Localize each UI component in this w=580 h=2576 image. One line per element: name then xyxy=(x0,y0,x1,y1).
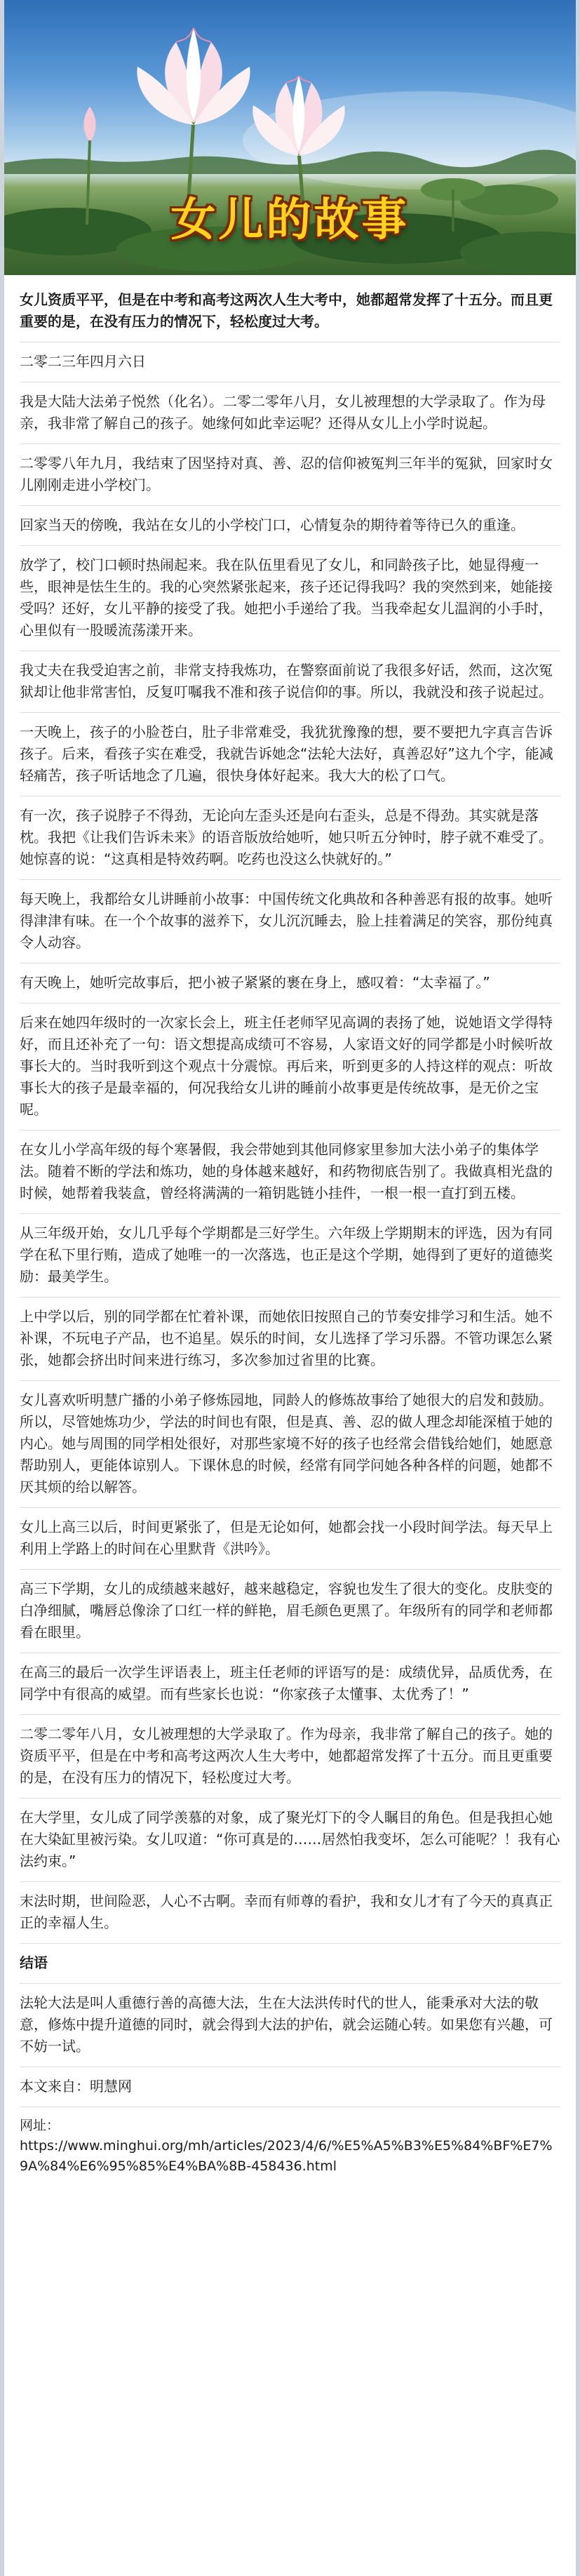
paragraph: 女儿上高三以后，时间更紧张了，但是无论如何，她都会找一小段时间学法。每天早上利用上学路上的时间在心里默背《洪吟》。 xyxy=(20,1508,560,1570)
paragraph: 二零二零年八月，女儿被理想的大学录取了。作为母亲，我非常了解自己的孩子。她的资质平平，但是在中考和高考这两次人生大考中，她都超常发挥了十五分。而且更重要的是，在没有压力的情况下，轻松度过大考。 xyxy=(20,1715,560,1798)
article-date: 二零二三年四月六日 xyxy=(20,342,560,382)
header-banner xyxy=(4,0,576,275)
paragraph: 回家当天的傍晚，我站在女儿的小学校门口，心情复杂的期待着等待已久的重逢。 xyxy=(20,506,560,546)
article-lead: 女儿资质平平，但是在中考和高考这两次人生大考中，她都超常发挥了十五分。而且更重要的是，在没有压力的情况下，轻松度过大考。 xyxy=(20,286,560,342)
paragraph: 后来在她四年级时的一次家长会上，班主任老师罕见高调的表扬了她，说她语文学得特好，而且还补充了一句：语文想提高成绩可不容易，人家语文好的同学都是小时候听故事长大的。当时我听到这个观点十分震惊。再后来，听到更多的人持这样的观点：听故事长大的孩子是最幸福的，何况我给女儿讲的睡前小故事更是传统故事，是无价之宝呢。 xyxy=(20,1003,560,1130)
paragraph: 二零零八年九月，我结束了因坚持对真、善、忍的信仰被冤判三年半的冤狱，回家时女儿刚刚走进小学校门。 xyxy=(20,444,560,506)
source-url-block xyxy=(20,2107,560,2186)
article-body xyxy=(4,275,576,2186)
paragraph: 每天晚上，我都给女儿讲睡前小故事：中国传统文化典故和各种善恶有报的故事。她听得津津有味。在一个个故事的滋养下，女儿沉沉睡去，脸上挂着满足的笑容，那份纯真令人动容。 xyxy=(20,880,560,963)
paragraph: 在大学里，女儿成了同学羡慕的对象，成了聚光灯下的令人瞩目的角色。但是我担心她在大染缸里被污染。女儿叹道：“你可真是的……居然怕我变坏，怎么可能呢？！我有心法约束。” xyxy=(20,1798,560,1882)
source-credit: 本文来自：明慧网 xyxy=(20,2067,560,2107)
paragraph: 从三年级开始，女儿几乎每个学期都是三好学生。六年级上学期期末的评选，因为有同学在私下里行贿，造成了她唯一的一次落选，也正是这个学期，她得到了更好的道德奖励：最美学生。 xyxy=(20,1214,560,1297)
conclusion-paragraph: 法轮大法是叫人重德行善的高德大法，生在大法洪传时代的世人，能秉承对大法的敬意，修炼中提升道德的同时，就会得到大法的护佑，就会运随心转。如果您有兴趣，可不妨一试。 xyxy=(20,1984,560,2067)
paragraph: 我是大陆大法弟子悦然（化名）。二零二零年八月，女儿被理想的大学录取了。作为母亲，我非常了解自己的孩子。她缘何如此幸运呢？还得从女儿上小学时说起。 xyxy=(20,382,560,444)
paragraph: 上中学以后，别的同学都在忙着补课，而她依旧按照自己的节奏安排学习和生活。她不补课，不玩电子产品，也不追星。娱乐的时间，女儿选择了学习乐器。不管功课怎么紧张，她都会挤出时间来进行练习，多次参加过省里的比赛。 xyxy=(20,1297,560,1381)
paragraph: 高三下学期，女儿的成绩越来越好，越来越稳定，容貌也发生了很大的变化。皮肤变的白净细腻，嘴唇总像涂了口红一样的鲜艳，眉毛颜色更黑了。年级所有的同学和老师都看在眼里。 xyxy=(20,1570,560,1653)
paragraph: 在高三的最后一次学生评语表上，班主任老师的评语写的是：成绩优异，品质优秀，在同学中有很高的威望。而有些家长也说：“你家孩子太懂事、太优秀了！” xyxy=(20,1653,560,1715)
paragraph: 在女儿小学高年级的每个寒暑假，我会带她到其他同修家里参加大法小弟子的集体学法。随着不断的学法和炼功，她的身体越来越好，和药物彻底告别了。我做真相光盘的时候，她帮着我装盒，曾经将满满的一箱钥匙链小挂件，一根一根一直打到五楼。 xyxy=(20,1130,560,1214)
source-url-label: 网址： xyxy=(20,2118,60,2133)
paragraph: 有一次，孩子说脖子不得劲，无论向左歪头还是向右歪头，总是不得劲。其实就是落枕。我把《让我们告诉未来》的语音版放给她听，她只听五分钟时，脖子就不难受了。她惊喜的说：“这真相是特效药啊。吃药也没这么快就好的。” xyxy=(20,796,560,880)
paragraph: 有天晚上，她听完故事后，把小被子紧紧的裹在身上，感叹着：“太幸福了。” xyxy=(20,963,560,1003)
source-url-link[interactable]: https://www.minghui.org/mh/articles/2023/4/6/%E5%A5%B3%E5%84%BF%E7%9A%84%E6%95%85%E4%BA%8B-458436.html xyxy=(20,2138,553,2174)
paragraph: 我丈夫在我受迫害之前，非常支持我炼功，在警察面前说了我很多好话，然而，这次冤狱却让他非常害怕，反复叮嘱我不准和孩子说信仰的事。所以，我就没和孩子说起过。 xyxy=(20,651,560,713)
paragraph: 女儿喜欢听明慧广播的小弟子修炼园地，同龄人的修炼故事给了她很大的启发和鼓励。所以，尽管她炼功少，学法的时间也有限，但是真、善、忍的做人理念却能深植于她的内心。她与周围的同学相处很好，对那些家境不好的孩子也经常会借钱给她们，她愿意帮助别人，更能体谅别人。下课休息的时候，经常有同学问她各种各样的问题，她都不厌其烦的给以解答。 xyxy=(20,1381,560,1508)
article-title: 女儿的故事 xyxy=(170,194,410,246)
conclusion-heading: 结语 xyxy=(20,1944,560,1984)
paragraph: 放学了，校门口顿时热闹起来。我在队伍里看见了女儿，和同龄孩子比，她显得瘦一些，眼神是怯生生的。我的心突然紧张起来，孩子还记得我吗？我的突然到来，她能接受吗？还好，女儿平静的接受了我。她把小手递给了我。当我牵起女儿温润的小手时，心里似有一股暖流荡漾开来。 xyxy=(20,546,560,651)
paragraph: 末法时期，世间险恶，人心不古啊。幸而有师尊的看护，我和女儿才有了今天的真真正正的幸福人生。 xyxy=(20,1882,560,1944)
paragraph: 一天晚上，孩子的小脸苍白，肚子非常难受，我犹犹豫豫的想，要不要把九字真言告诉孩子。后来，看孩子实在难受，我就告诉她念“法轮大法好，真善忍好”这九个字，能减轻痛苦，孩子听话地念了几遍，很快身体好起来。我大大的松了口气。 xyxy=(20,713,560,796)
